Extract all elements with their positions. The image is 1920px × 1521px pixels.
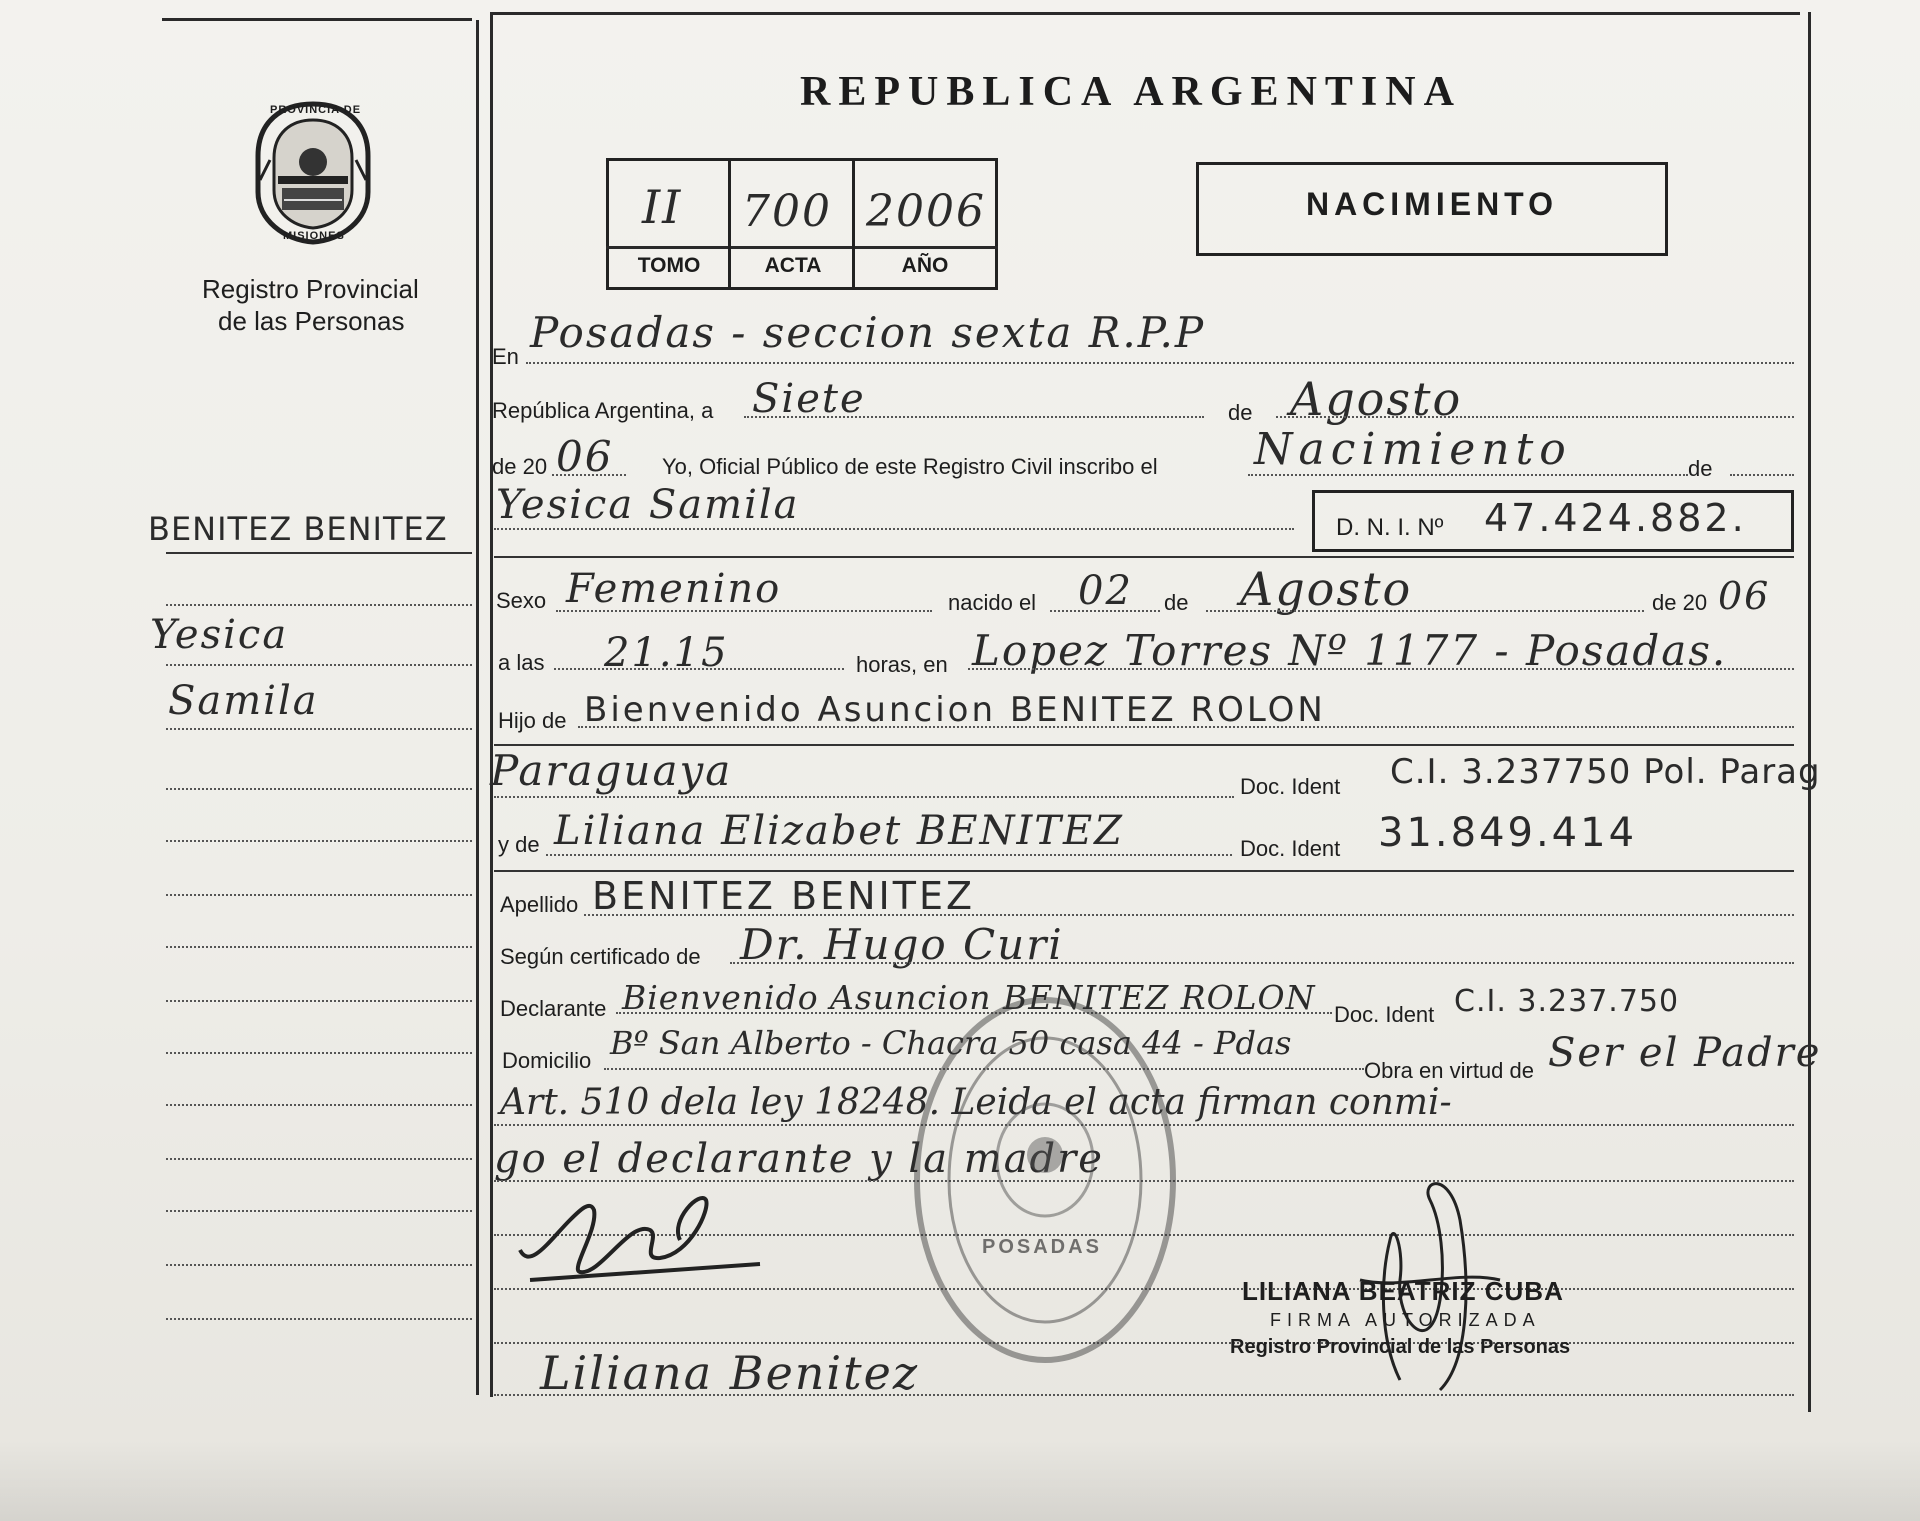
- declarante-signature-icon: [510, 1180, 770, 1290]
- margin-line: [166, 604, 472, 606]
- birth-month-line: [1206, 610, 1644, 612]
- margin-line: [166, 1264, 472, 1266]
- father-name: Bienvenido Asuncion BENITEZ ROLON: [584, 690, 1326, 730]
- declarante-doc-label: Doc. Ident: [1334, 1002, 1435, 1027]
- sexo-value: Femenino: [566, 566, 782, 612]
- notes-line-2: go el declarante y la madre: [494, 1136, 1104, 1182]
- birth-year-prefix: de 20: [1652, 590, 1708, 615]
- margin-surname: BENITEZ BENITEZ: [148, 510, 448, 548]
- yo-label: Yo, Oficial Público de este Registro Civil inscribo el: [662, 454, 1158, 479]
- page-bottom-shadow: [0, 1440, 1920, 1521]
- birth-month: Agosto: [1240, 562, 1413, 616]
- margin-given-name-1: Yesica: [150, 612, 289, 658]
- nacido-label: nacido el: [948, 590, 1037, 615]
- margin-line: [166, 1052, 472, 1054]
- day-line: [744, 416, 1204, 418]
- en-line: [526, 362, 1794, 364]
- seal-text-bottom: MISIONES: [283, 230, 345, 242]
- en-value: Posadas - seccion sexta R.P.P: [530, 308, 1206, 357]
- domicilio-label: Domicilio: [502, 1048, 592, 1073]
- year-line: [552, 474, 626, 476]
- birth-year-suffix: 06: [1718, 574, 1771, 618]
- official-name: LILIANA BEATRIZ CUBA: [1242, 1276, 1564, 1306]
- margin-surname-line: [166, 552, 472, 554]
- margin-line: [166, 788, 472, 790]
- obra-value: Ser el Padre: [1548, 1030, 1822, 1076]
- record-box-col: [852, 158, 855, 287]
- month-value: Agosto: [1290, 372, 1463, 426]
- registered-name: Yesica Samila: [496, 482, 800, 528]
- margin-line: [166, 840, 472, 842]
- top-rule-right: [490, 12, 1800, 15]
- nationality-line: [494, 744, 1794, 746]
- year-suffix: 06: [556, 432, 614, 481]
- declarante-value: Bienvenido Asuncion BENITEZ ROLON: [622, 978, 1316, 1017]
- official-title: FIRMA AUTORIZADA: [1270, 1310, 1541, 1330]
- apellido-line: [584, 914, 1794, 916]
- event-line: [1248, 474, 1688, 476]
- birth-day: 02: [1078, 568, 1133, 614]
- de3-label: de: [1164, 590, 1189, 615]
- stamp-city: POSADAS: [982, 1236, 1102, 1258]
- margin-line: [166, 894, 472, 896]
- page-title: REPUBLICA ARGENTINA: [800, 69, 1462, 115]
- hour-value: 21.15: [604, 630, 729, 676]
- margin-line: [166, 1000, 472, 1002]
- section-rule: [494, 556, 1794, 558]
- tomo-label: TOMO: [637, 254, 701, 277]
- birth-place: Lopez Torres Nº 1177 - Posadas.: [972, 626, 1728, 675]
- apellido-label: Apellido: [500, 892, 579, 917]
- event-value: Nacimiento: [1254, 424, 1572, 475]
- obra-label: Obra en virtud de: [1364, 1058, 1534, 1083]
- notes-line-1: Art. 510 dela ley 18248. Leida el acta firman conmi-: [500, 1082, 1452, 1123]
- nationality-dots: [494, 796, 1234, 798]
- official-org: Registro Provincial de las Personas: [1230, 1336, 1571, 1358]
- father-line: [578, 726, 1794, 728]
- ano-label: AÑO: [901, 254, 949, 277]
- ano-value: 2006: [866, 186, 986, 237]
- dni-value: 47.424.882.: [1484, 496, 1747, 540]
- year-prefix: de 20: [492, 454, 548, 479]
- acta-label: ACTA: [764, 254, 822, 277]
- certificate-doctor: Dr. Hugo Curi: [740, 920, 1064, 969]
- record-box-divider: [606, 246, 998, 249]
- declarante-label: Declarante: [500, 996, 607, 1021]
- hijo-label: Hijo de: [498, 708, 567, 733]
- top-rule-left: [162, 18, 472, 21]
- province-seal-icon: [250, 100, 376, 246]
- mother-line: [546, 854, 1232, 856]
- record-type: NACIMIENTO: [1305, 186, 1559, 222]
- hour-line: [554, 668, 844, 670]
- official-stamp-icon: [910, 990, 1180, 1370]
- horas-label: horas, en: [856, 652, 948, 677]
- margin-line: [166, 946, 472, 948]
- mother-name: Liliana Elizabet BENITEZ: [554, 808, 1124, 854]
- margin-line: [166, 1318, 472, 1320]
- de2-line: [1730, 474, 1794, 476]
- sexo-line: [556, 610, 932, 612]
- birth-day-line: [1050, 610, 1160, 612]
- sexo-label: Sexo: [496, 588, 547, 613]
- domicilio-value: Bº San Alberto - Chacra 50 casa 44 - Pdas: [610, 1024, 1292, 1062]
- record-box-col: [728, 158, 731, 287]
- margin-line: [166, 1210, 472, 1212]
- margin-divider-left: [476, 20, 479, 1395]
- alas-label: a las: [498, 650, 545, 675]
- declarante-doc: C.I. 3.237.750: [1454, 984, 1680, 1019]
- place-line: [968, 668, 1794, 670]
- margin-line: [166, 728, 472, 730]
- margin-line: [166, 1104, 472, 1106]
- father-doc: C.I. 3.237750 Pol. Parag: [1390, 752, 1821, 792]
- margin-line: [166, 1158, 472, 1160]
- margin-line: [166, 664, 472, 666]
- mother-signature: Liliana Benitez: [540, 1346, 920, 1400]
- en-label: En: [492, 344, 519, 369]
- father-doc-label: Doc. Ident: [1240, 774, 1341, 799]
- margin-given-name-2: Samila: [168, 678, 319, 724]
- day-value: Siete: [752, 376, 866, 422]
- margin-divider-right: [490, 12, 493, 1397]
- apellido-value: BENITEZ BENITEZ: [592, 874, 976, 918]
- de2-label: de: [1688, 456, 1713, 481]
- dni-label: D. N. I. Nº: [1336, 514, 1444, 541]
- registry-name-line2: de las Personas: [218, 306, 405, 336]
- yde-label: y de: [498, 832, 540, 857]
- mother-rule: [494, 870, 1794, 872]
- acta-value: 700: [742, 186, 832, 237]
- segun-label: Según certificado de: [500, 944, 701, 969]
- republica-label: República Argentina, a: [492, 398, 714, 423]
- mother-doc-label: Doc. Ident: [1240, 836, 1341, 861]
- de-label: de: [1228, 400, 1253, 425]
- father-nationality: Paraguaya: [490, 746, 733, 795]
- tomo-value: II: [642, 180, 683, 234]
- mother-doc: 31.849.414: [1378, 810, 1638, 856]
- registry-name-line1: Registro Provincial: [202, 274, 419, 304]
- month-line: [1276, 416, 1794, 418]
- certificate-line: [730, 962, 1794, 964]
- seal-text-top: PROVINCIA DE: [270, 104, 362, 116]
- right-border: [1808, 12, 1811, 1412]
- name-line: [494, 528, 1294, 530]
